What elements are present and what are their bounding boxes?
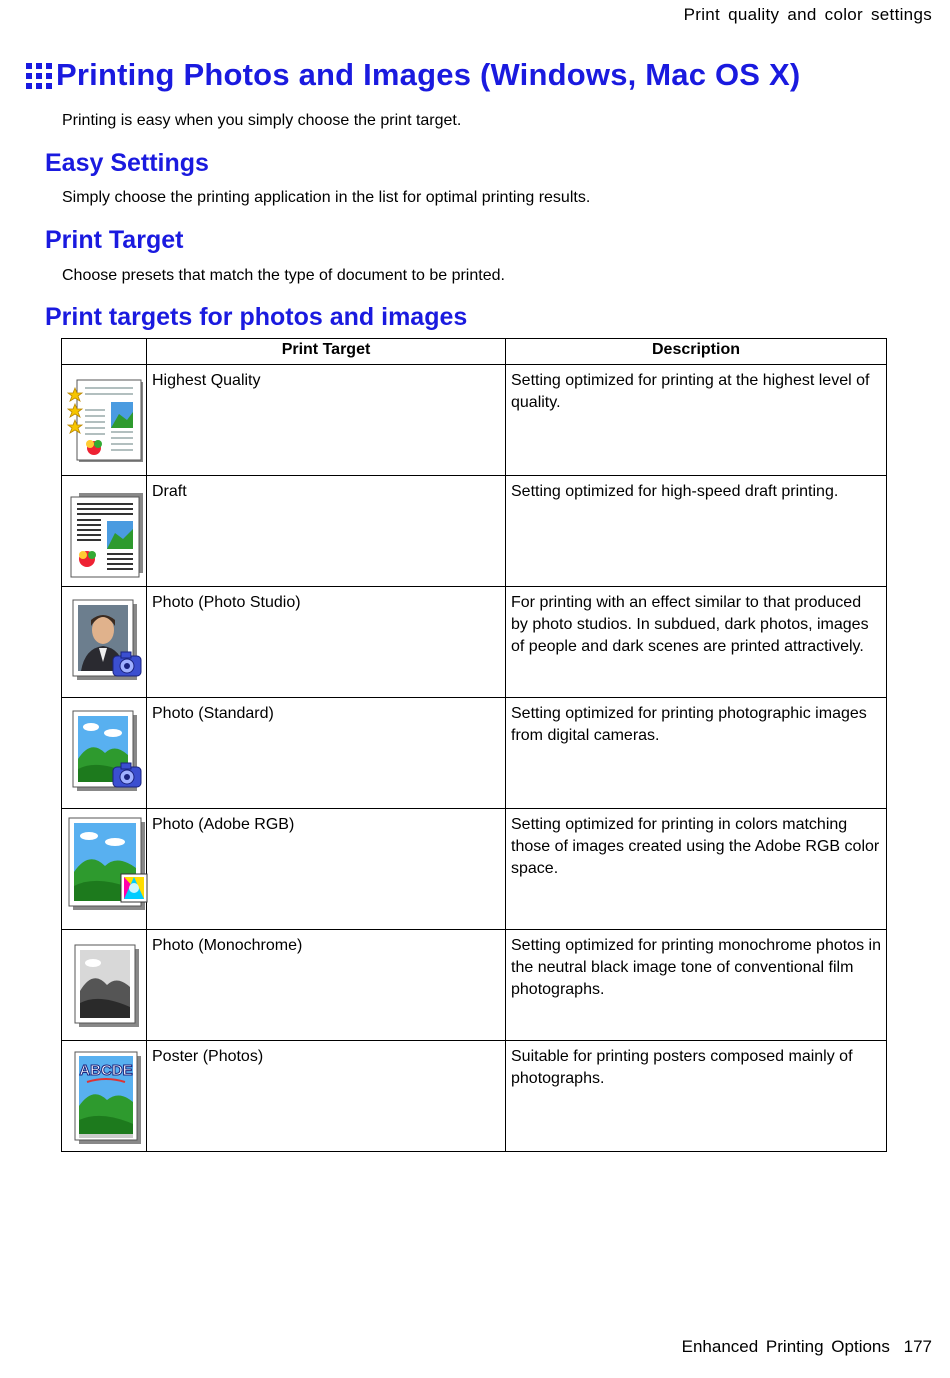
photo-studio-icon bbox=[67, 592, 145, 692]
icon-cell bbox=[62, 587, 147, 698]
target-cell: Photo (Standard) bbox=[147, 698, 506, 809]
description-cell: Setting optimized for printing at the highest level of quality. bbox=[506, 365, 887, 476]
target-cell: Draft bbox=[147, 476, 506, 587]
description-cell: Suitable for printing posters composed mainly of photographs. bbox=[506, 1041, 887, 1152]
target-cell: Highest Quality bbox=[147, 365, 506, 476]
grid-icon bbox=[26, 63, 52, 89]
poster-icon-text: ABCDE bbox=[79, 1062, 133, 1079]
highest-quality-icon bbox=[67, 370, 145, 470]
table-row bbox=[62, 698, 887, 809]
poster-photos-icon bbox=[67, 1046, 145, 1146]
description-cell: Setting optimized for printing photographic images from digital cameras. bbox=[506, 698, 887, 809]
icon-cell bbox=[62, 476, 147, 587]
easy-settings-text: Simply choose the printing application in the list for optimal printing results. bbox=[62, 189, 591, 206]
table-row bbox=[62, 365, 887, 476]
page-number: 177 bbox=[903, 1337, 932, 1356]
icon-column-header bbox=[62, 339, 147, 365]
print-target-column-header: Print Target bbox=[147, 339, 506, 365]
running-header: Print quality and color settings bbox=[683, 5, 932, 24]
target-cell: Poster (Photos) bbox=[147, 1041, 506, 1152]
icon-cell bbox=[62, 365, 147, 476]
target-cell: Photo (Adobe RGB) bbox=[147, 809, 506, 930]
draft-icon bbox=[67, 481, 145, 581]
table-row bbox=[62, 809, 887, 930]
print-target-heading: Print Target bbox=[45, 226, 184, 254]
description-column-header: Description bbox=[506, 339, 887, 365]
print-target-text: Choose presets that match the type of document to be printed. bbox=[62, 267, 505, 284]
icon-cell bbox=[62, 698, 147, 809]
table-header-row bbox=[62, 339, 887, 365]
description-cell: Setting optimized for printing monochrome photos in the neutral black image tone of conventional film photographs. bbox=[506, 930, 887, 1041]
target-cell: Photo (Photo Studio) bbox=[147, 587, 506, 698]
photo-standard-icon bbox=[67, 703, 145, 803]
description-cell: Setting optimized for high-speed draft printing. bbox=[506, 476, 887, 587]
footer-section: Enhanced Printing Options bbox=[681, 1337, 890, 1356]
target-cell: Photo (Monochrome) bbox=[147, 930, 506, 1041]
page-title bbox=[26, 57, 800, 93]
icon-cell bbox=[62, 809, 147, 930]
page-title-text: Printing Photos and Images (Windows, Mac OS X) bbox=[56, 57, 801, 92]
print-targets-table bbox=[61, 338, 887, 1152]
intro-text: Printing is easy when you simply choose the print target. bbox=[62, 112, 462, 129]
page-footer bbox=[682, 1337, 932, 1357]
description-cell: For printing with an effect similar to that produced by photo studios. In subdued, dark photos, images of people and dark scenes are printed attractively. bbox=[506, 587, 887, 698]
icon-cell bbox=[62, 930, 147, 1041]
table-row bbox=[62, 476, 887, 587]
table-row bbox=[62, 1041, 887, 1152]
table-row bbox=[62, 930, 887, 1041]
easy-settings-heading: Easy Settings bbox=[45, 149, 209, 177]
icon-cell bbox=[62, 1041, 147, 1152]
table-row bbox=[62, 587, 887, 698]
table-heading: Print targets for photos and images bbox=[45, 303, 468, 331]
photo-monochrome-icon bbox=[67, 935, 145, 1035]
description-cell: Setting optimized for printing in colors matching those of images created using the Adobe RGB color space. bbox=[506, 809, 887, 930]
photo-adobe-rgb-icon bbox=[67, 814, 149, 914]
